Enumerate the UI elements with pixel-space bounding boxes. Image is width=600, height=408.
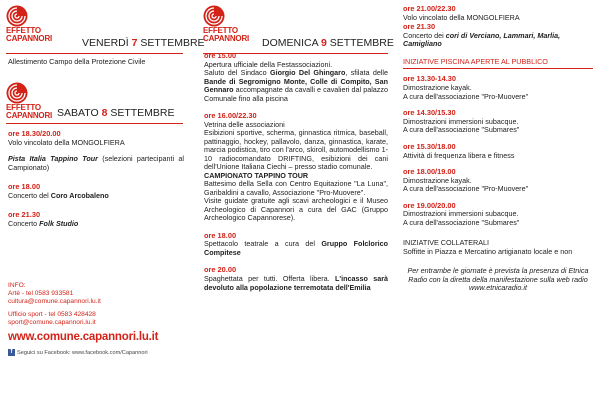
- event-text: Saluto del Sindaco Giorgio Del Ghingaro, sfilata delle Bande di Segromigno Monte, Colle di Compito, San Gennaro accompagnate da cavalli e cavalieri dal palazzo Comunale fino alla piscina: [204, 68, 389, 103]
- event-time: ore 21.30: [403, 22, 436, 32]
- event-time: ore 19.00/20.00: [403, 200, 456, 210]
- info-block: [8, 282, 184, 327]
- website-link[interactable]: www.comune.capannori.lu.it: [8, 331, 159, 343]
- divider: [6, 53, 183, 54]
- event-text: Apertura ufficiale della Festassociazioni.: [204, 59, 333, 69]
- info-title: INFO:: [8, 282, 26, 289]
- event-text: Volo vincolato della MONGOLFIERA: [8, 137, 125, 147]
- event-time: ore 13.30-14.30: [403, 74, 457, 84]
- event-text: Spaghettata per tutti. Offerta libera. L'incasso sarà devoluto alla popolazione terremotata dell'Emilia: [204, 274, 389, 292]
- saturday-events: [8, 124, 184, 229]
- event-time: ore 16.00/22.30: [204, 111, 257, 121]
- spiral-logo-icon: [6, 5, 28, 27]
- info-email[interactable]: cultura@comune.capannori.lu.it: [8, 297, 101, 305]
- event-text: Concerto Folk Studio: [8, 219, 79, 229]
- event-time: ore 18.00: [204, 230, 237, 240]
- friday-heading: VENERDÌ 7 SETTEMBRE: [82, 37, 205, 49]
- collateral-text: Soffitte in Piazza e Mercatino artigianato locale e non: [403, 246, 573, 256]
- logo-saturday: [6, 82, 52, 119]
- event-text: Battesimo della Sella con Centro Equitazione "La Luna", Garibaldini a cavallo, Associazione "Pro-Muovere".: [204, 179, 388, 197]
- event-text: A cura dell'associazione "Pro-Muovere": [403, 184, 529, 194]
- logo-text: EFFETTO CAPANNORI: [6, 26, 53, 43]
- event-subtitle: CAMPIONATO TAPPINO TOUR: [204, 170, 309, 180]
- event-text: Pista Italia Tappino Tour (selezioni partecipanti al Campionato): [8, 154, 184, 172]
- event-text: A cura dell'associazione "Submares": [403, 125, 520, 135]
- info-contact: Ufficio sport - tel 0583 428428: [8, 310, 96, 318]
- event-time: ore 21.00/22.30: [403, 4, 456, 13]
- event-text: Volo vincolato della MONGOLFIERA: [403, 12, 520, 22]
- friday-text: Allestimento Campo della Protezione Civile: [8, 57, 146, 66]
- facebook-line[interactable]: f Seguici su Facebook: www.facebook.com/Capannori: [8, 349, 148, 357]
- spiral-logo-icon: [6, 82, 28, 104]
- sunday-events: [204, 46, 388, 292]
- event-time: ore 18.00: [8, 182, 41, 192]
- event-time: ore 14.30/15.30: [403, 108, 456, 118]
- event-time: ore 21.30: [8, 210, 41, 220]
- logo-text: EFFETTO CAPANNORI: [6, 103, 53, 120]
- event-text: A cura dell'associazione "Pro-Muovere": [403, 91, 529, 101]
- info-contact: Artè - tel 0583 933581: [8, 289, 74, 297]
- radio-link[interactable]: www.etnicaradio.it: [469, 283, 527, 293]
- sunday-heading: DOMENICA 9 SETTEMBRE: [262, 37, 394, 49]
- event-text: Dimostrazioni immersioni subacque.: [403, 209, 519, 219]
- event-text: A cura dell'associazione "Submares": [403, 217, 520, 227]
- event-text: Esibizioni sportive, scherma, ginnastica ritmica, baseball, pattinaggio, hockey, pallavolo, danza, ginnastica, karate, marcia podistica, tiro con l'arco, skiroll, automodellismo 1-10 radiocomandato DRIFTING, esibizioni dei cani dell'Unione Italiana Ciechi – presso stadio comunale.: [204, 128, 388, 172]
- logo-sunday: [203, 5, 249, 42]
- event-text: Visite guidate gratuite agli scavi archeologici e il Museo Archeologico di Capannori a cura del GAC (Gruppo Archeologico Capannorese).: [204, 196, 388, 223]
- collateral-title: INIZIATIVE COLLATERALI: [403, 238, 490, 248]
- event-time: ore 18.30/20.00: [8, 129, 61, 138]
- event-text: Concerto del Coro Arcobaleno: [8, 190, 109, 200]
- event-time: ore 15.00: [204, 51, 237, 60]
- pool-section-title: INIZIATIVE PISCINA APERTE AL PUBBLICO: [403, 56, 548, 66]
- divider: [403, 68, 593, 69]
- facebook-icon: f: [8, 349, 15, 356]
- event-time: ore 18.00/19.00: [403, 167, 456, 177]
- event-text: Attività di frequenza libera e fitness: [403, 150, 515, 160]
- spiral-logo-icon: [203, 5, 225, 27]
- info-email[interactable]: sport@comune.capannori.lu.it: [8, 318, 96, 326]
- event-text: Spettacolo teatrale a cura del Gruppo Folclorico Compitese: [204, 239, 389, 257]
- saturday-heading: SABATO 8 SETTEMBRE: [57, 107, 175, 119]
- event-text: Dimostrazione kayak.: [403, 83, 472, 93]
- radio-note: Per entrambe le giornate è prevista la presenza di Etnica Radio con la diretta della manifestazione sulla web radio: [407, 266, 589, 284]
- event-time: ore 15.30/18.00: [403, 141, 456, 151]
- event-text: Dimostrazioni immersioni subacque.: [403, 116, 519, 126]
- logo-friday: [6, 5, 52, 42]
- event-time: ore 20.00: [204, 265, 237, 275]
- event-title: Vetrina delle associazioni: [204, 119, 285, 129]
- logo-text: EFFETTO CAPANNORI: [203, 26, 250, 43]
- sunday-events-continued: [403, 5, 593, 293]
- event-text: Concerto dei cori di Verciano, Lammari, Marlia, Camigliano: [403, 30, 561, 49]
- event-text: Dimostrazione kayak.: [403, 175, 472, 185]
